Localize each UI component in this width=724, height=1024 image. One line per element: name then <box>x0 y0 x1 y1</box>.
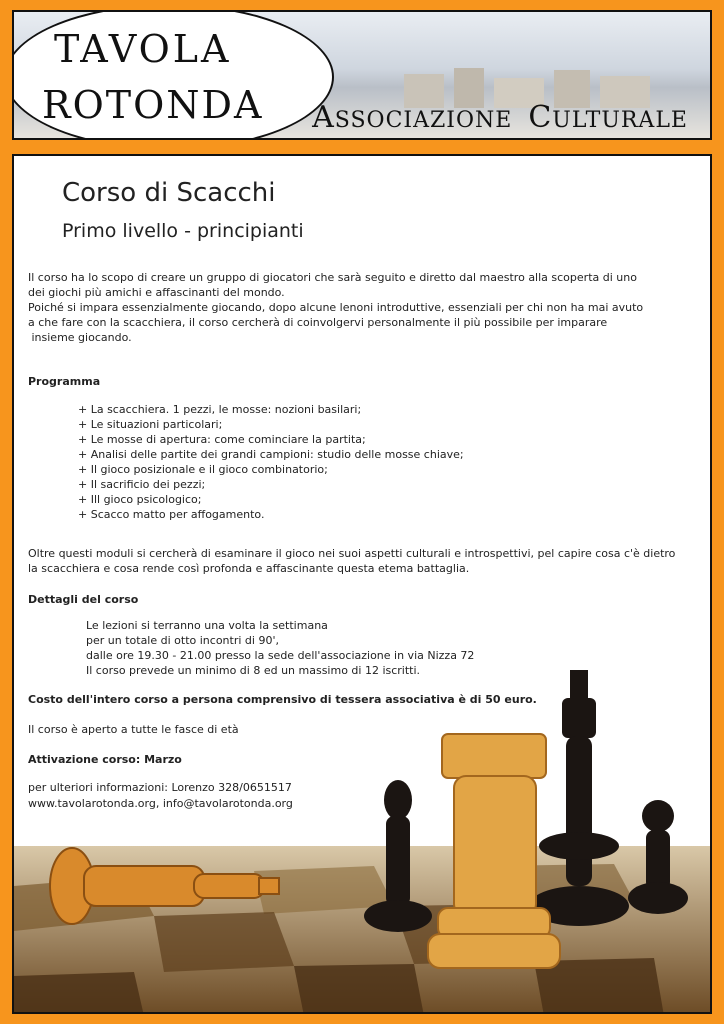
association-title: ASSOCIAZIONE CULTURALE <box>312 100 688 135</box>
black-pawn-piece <box>628 800 688 914</box>
header-banner <box>12 10 712 140</box>
tavola-rotonda-logo <box>34 18 324 136</box>
page-title: Corso di Scacchi <box>62 178 276 208</box>
list-item: + Scacco matto per affogamento. <box>78 508 265 521</box>
list-item: + Il gioco posizionale e il gioco combinatorio; <box>78 463 328 476</box>
details-list: Le lezioni si terranno una volta la settimana per un totale di otto incontri di 90', dalle ore 19.30 - 21.00 presso la sede dell'associazione in via Nizza 72 Il corso prevede un minimo di 8 ed un massimo di 12 iscritti. <box>86 619 475 677</box>
flyer-content <box>12 154 712 1014</box>
open-to-line: Il corso è aperto a tutte le fasce di età <box>28 723 239 736</box>
white-rook-piece <box>428 734 560 968</box>
web-email-line: www.tavolarotonda.org, info@tavolarotonda.org <box>28 797 293 810</box>
list-item: + Il sacrificio dei pezzi; <box>78 478 206 491</box>
activation-line: Attivazione corso: Marzo <box>28 753 182 766</box>
program-list <box>78 402 464 522</box>
program-heading: Programma <box>28 375 101 388</box>
contact-line: per ulteriori informazioni: Lorenzo 328/0651517 <box>28 781 292 794</box>
modules-paragraph: Oltre questi moduli si cercherà di esaminare il gioco nei suoi aspetti culturali e introspettivi, pel capire cosa c'è dietro la scacchiera e cosa rende così profonda e affascinante questa etema battaglia. <box>28 547 676 575</box>
logo-row1: TAVOLA <box>54 27 232 71</box>
list-item: + Le situazioni particolari; <box>78 418 223 431</box>
details-heading: Dettagli del corso <box>28 593 139 606</box>
list-item: + Ill gioco psicologico; <box>78 493 202 506</box>
cost-line: Costo dell'intero corso a persona comprensivo di tessera associativa è di 50 euro. <box>28 693 537 706</box>
list-item: + Analisi delle partite dei grandi campioni: studio delle mosse chiave; <box>78 448 464 461</box>
list-item: + Le mosse di apertura: come cominciare la partita; <box>78 433 366 446</box>
page-subtitle: Primo livello - principianti <box>62 220 304 242</box>
intro-paragraph: Il corso ha lo scopo di creare un gruppo di giocatori che sarà seguito e diretto dal maestro alla scoperta di uno dei giochi più amichi e affascinanti del mondo. Poiché si impara essenzialmente giocando, dopo alcune lenoni introduttive, essenziali per chi non ha mai avuto a che fare con la scacchiera, il corso cercherà di coinvolgervi personalmente il più possibile per imparare insieme giocando. <box>28 271 644 344</box>
fallen-king-piece <box>50 848 279 924</box>
list-item: + La scacchiera. 1 pezzi, le mosse: nozioni basilari; <box>78 403 362 416</box>
chess-pieces-image <box>14 616 712 1014</box>
logo-row2: ROTONDA <box>42 83 264 127</box>
black-king-piece <box>529 670 629 926</box>
black-bishop-piece <box>364 780 432 932</box>
